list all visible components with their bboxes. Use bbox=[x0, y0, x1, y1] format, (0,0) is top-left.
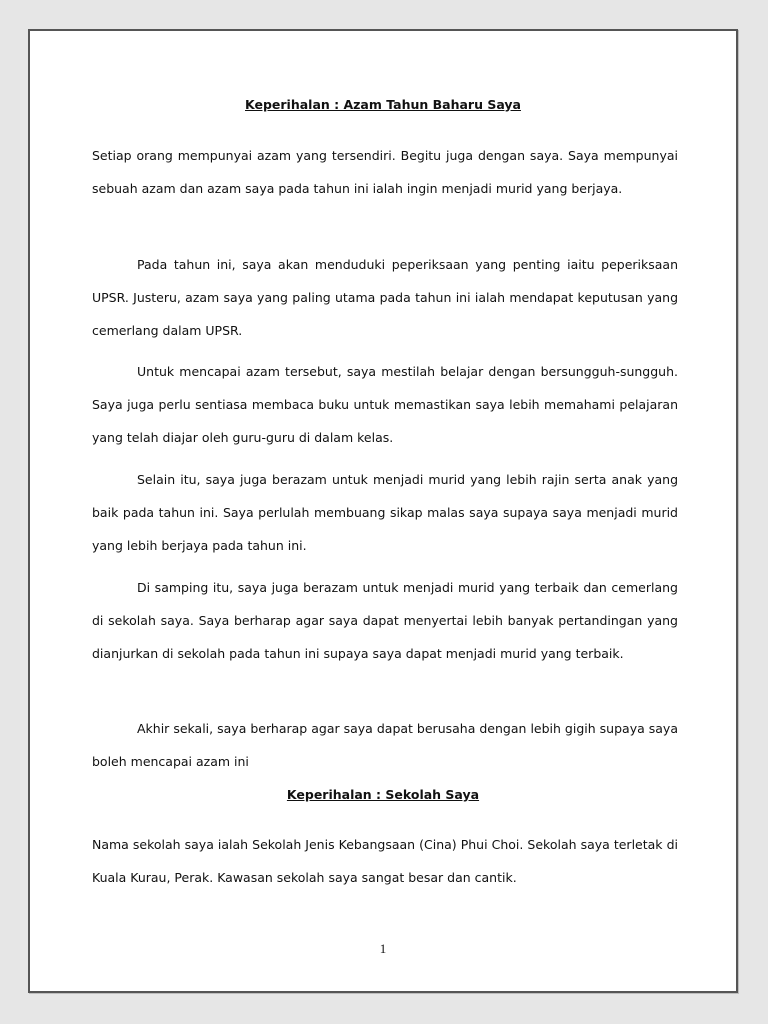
page-number: 1 bbox=[379, 941, 387, 956]
essay-title-sekolah: Keperihalan : Sekolah Saya bbox=[286, 787, 480, 802]
paragraph-sekolah: Nama sekolah saya ialah Sekolah Jenis Kebangsaan (Cina) Phui Choi. Sekolah saya terletak di Kuala Kurau, Perak. Kawasan sekolah saya sangat besar dan cantik. bbox=[92, 837, 678, 885]
paragraph-upsr: Pada tahun ini, saya akan menduduki peperiksaan yang penting iaitu peperiksaan UPSR. Justeru, azam saya yang paling utama pada tahun ini ialah mendapat keputusan yang cemerlang dalam UPSR. bbox=[92, 257, 678, 338]
paragraph-belajar: Untuk mencapai azam tersebut, saya mestilah belajar dengan bersungguh-sungguh. Saya juga perlu sentiasa membaca buku untuk memastikan saya lebih memahami pelajaran yang telah diajar oleh guru-guru di dalam kelas. bbox=[92, 364, 678, 445]
paragraph-akhir: Akhir sekali, saya berharap agar saya dapat berusaha dengan lebih gigih supaya saya boleh mencapai azam ini bbox=[92, 721, 678, 769]
document-page bbox=[28, 29, 738, 993]
paragraph-cemerlang: Di samping itu, saya juga berazam untuk menjadi murid yang terbaik dan cemerlang di sekolah saya. Saya berharap agar saya dapat menyertai lebih banyak pertandingan yang dianjurkan di sekolah pada tahun ini supaya saya dapat menjadi murid yang terbaik. bbox=[92, 580, 678, 661]
essay-title-azam: Keperihalan : Azam Tahun Baharu Saya bbox=[245, 97, 521, 112]
paragraph-intro: Setiap orang mempunyai azam yang tersendiri. Begitu juga dengan saya. Saya mempunyai sebuah azam dan azam saya pada tahun ini ialah ingin menjadi murid yang berjaya. bbox=[92, 148, 678, 196]
paragraph-rajin: Selain itu, saya juga berazam untuk menjadi murid yang lebih rajin serta anak yang baik pada tahun ini. Saya perlulah membuang sikap malas saya supaya saya menjadi murid yang lebih berjaya pada tahun ini. bbox=[92, 472, 678, 553]
